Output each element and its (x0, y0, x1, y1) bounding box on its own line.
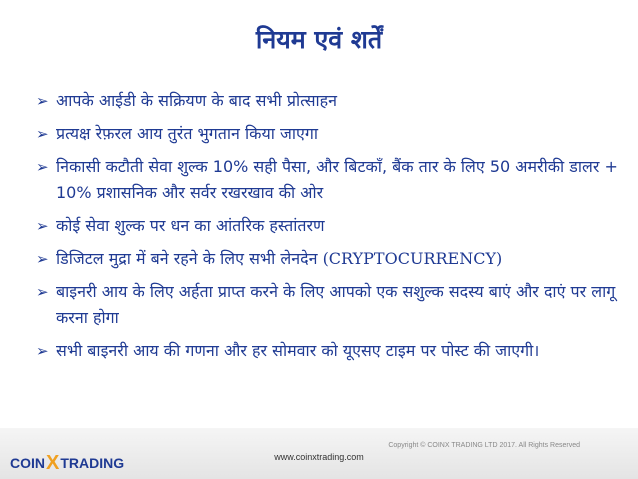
list-item (36, 279, 621, 331)
bullet-text: आपके आईडी के सक्रियण के बाद सभी प्रोत्साहन (56, 91, 338, 110)
bullet-text: प्रत्यक्ष रेफ़रल आय तुरंत भुगतान किया जाएगा (56, 124, 318, 143)
logo-right-text: TRADING (60, 455, 125, 471)
company-logo (10, 453, 124, 473)
list-item (36, 338, 621, 364)
slide-title: नियम एवं शर्तें (255, 25, 383, 54)
bullet-text: सभी बाइनरी आय की गणना और हर सोमवार को यूएसए टाइम पर पोस्ट की जाएगी। (56, 341, 540, 360)
bullet-text: कोई सेवा शुल्क पर धन का आंतरिक हस्तांतरण (56, 216, 325, 235)
bullet-text: निकासी कटौती सेवा शुल्क 10% सही पैसा, और बिटकाँ, बैंक तार के लिए 50 अमरीकी डालर + 10% प्रशासनिक और सर्वर रखरखाव की ओर (56, 157, 618, 202)
arrow-bullet-icon: ➢ (36, 92, 49, 110)
arrow-bullet-icon: ➢ (36, 125, 49, 143)
logo-x-icon: X (46, 451, 60, 474)
bullet-extra-text: (CRYPTOCURRENCY) (322, 249, 503, 268)
arrow-bullet-icon: ➢ (36, 158, 49, 176)
arrow-bullet-icon: ➢ (36, 250, 49, 268)
copyright-text: Copyright © COINX TRADING LTD 2017. All Rights Reserved (388, 442, 580, 449)
list-item (36, 154, 621, 206)
list-item (36, 88, 621, 114)
arrow-bullet-icon: ➢ (36, 283, 49, 301)
list-item (36, 213, 621, 239)
list-item (36, 121, 621, 147)
bullet-main-text: डिजिटल मुद्रा में बने रहने के लिए सभी लेनदेन (56, 249, 323, 268)
arrow-bullet-icon: ➢ (36, 217, 49, 235)
bullet-text (56, 246, 502, 272)
website-link[interactable]: www.coinxtrading.com (274, 452, 364, 462)
arrow-bullet-icon: ➢ (36, 342, 49, 360)
bullet-list (36, 88, 621, 371)
list-item (36, 246, 621, 272)
bullet-text: बाइनरी आय के लिए अर्हता प्राप्त करने के लिए आपको एक सशुल्क सदस्य बाएं और दाएं पर लागू करना होगा (56, 282, 616, 327)
logo-left-text: COIN (10, 455, 45, 471)
